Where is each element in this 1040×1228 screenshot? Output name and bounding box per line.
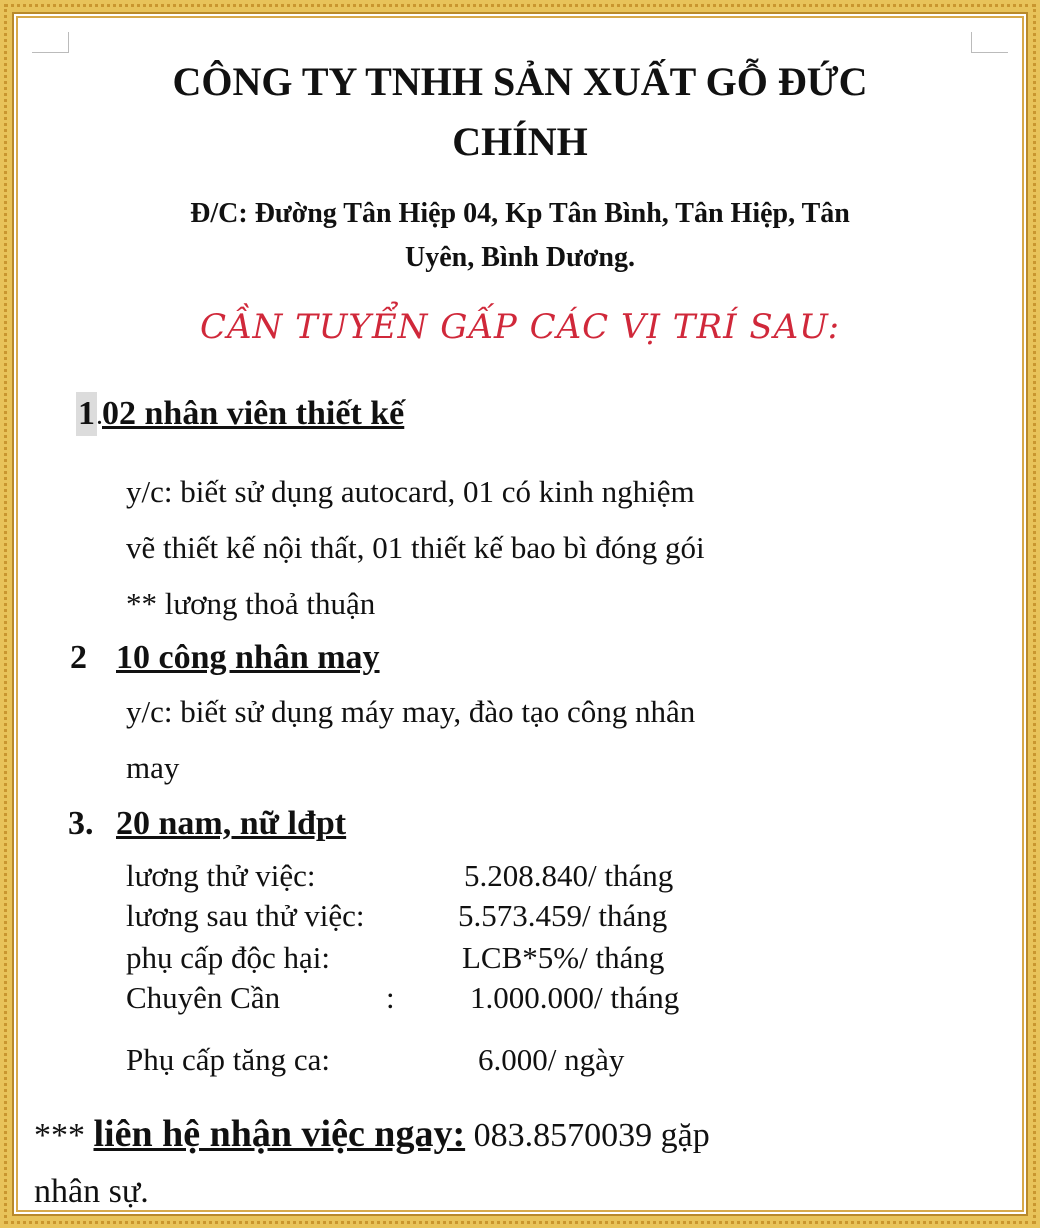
pay-label: Chuyên Cần xyxy=(126,980,281,1015)
address-line2: Uyên, Bình Dương. xyxy=(405,242,635,273)
position-2-number: 2 xyxy=(70,639,87,676)
position-3-title: 20 nam, nữ lđpt xyxy=(116,805,347,842)
pay-label: lương thử việc: xyxy=(126,858,316,893)
position-1-details xyxy=(126,464,926,632)
position-2-title: 10 công nhân may xyxy=(116,639,380,676)
company-name-line1: CÔNG TY TNHH SẢN XUẤT GỖ ĐỨC xyxy=(172,59,868,104)
contact-info xyxy=(34,1106,934,1220)
pay-colon: : xyxy=(386,980,395,1015)
contact-tail: nhân sự. xyxy=(34,1173,149,1210)
position-3-number: 3. xyxy=(68,805,94,842)
position-2-line: y/c: biết sử dụng máy may, đào tạo công nhân xyxy=(126,694,696,729)
address-line1: Đ/C: Đường Tân Hiệp 04, Kp Tân Bình, Tân Hiệp, Tân xyxy=(190,198,850,229)
position-1-separator: . xyxy=(97,407,102,429)
pay-value: 6.000/ ngày xyxy=(478,1042,625,1077)
contact-label: liên hệ nhận việc ngay: xyxy=(93,1113,466,1155)
position-1-title: 02 nhân viên thiết kế xyxy=(102,395,405,432)
position-1-line: y/c: biết sử dụng autocard, 01 có kinh nghiệm xyxy=(126,474,695,509)
position-1-number: 1 xyxy=(76,392,97,436)
pay-value: 1.000.000/ tháng xyxy=(470,980,680,1015)
position-1-line: ** lương thoả thuận xyxy=(126,586,376,621)
pay-value: 5.208.840/ tháng xyxy=(464,858,674,893)
corner-crop-mark xyxy=(32,32,69,53)
position-1-heading xyxy=(76,392,404,440)
pay-value: 5.573.459/ tháng xyxy=(458,898,668,933)
pay-value: LCB*5%/ tháng xyxy=(462,940,665,975)
company-address xyxy=(120,192,920,280)
position-2-heading xyxy=(70,636,380,680)
corner-crop-mark xyxy=(971,32,1008,53)
position-1-line: vẽ thiết kế nội thất, 01 thiết kế bao bì đóng gói xyxy=(126,530,705,565)
hiring-headline: CẦN TUYỂN GẤP CÁC VỊ TRÍ SAU: xyxy=(199,307,841,347)
company-name-line2: CHÍNH xyxy=(452,119,588,164)
position-3-heading xyxy=(68,802,346,846)
pay-label: lương sau thử việc: xyxy=(126,898,365,933)
position-2-details xyxy=(126,684,926,796)
company-name xyxy=(40,52,1000,172)
contact-phone: 083.8570039 gặp xyxy=(473,1117,710,1154)
position-2-line: may xyxy=(126,750,180,785)
pay-label: Phụ cấp tăng ca: xyxy=(126,1042,331,1077)
pay-label: phụ cấp độc hại: xyxy=(126,940,331,975)
contact-stars: *** xyxy=(34,1117,85,1154)
